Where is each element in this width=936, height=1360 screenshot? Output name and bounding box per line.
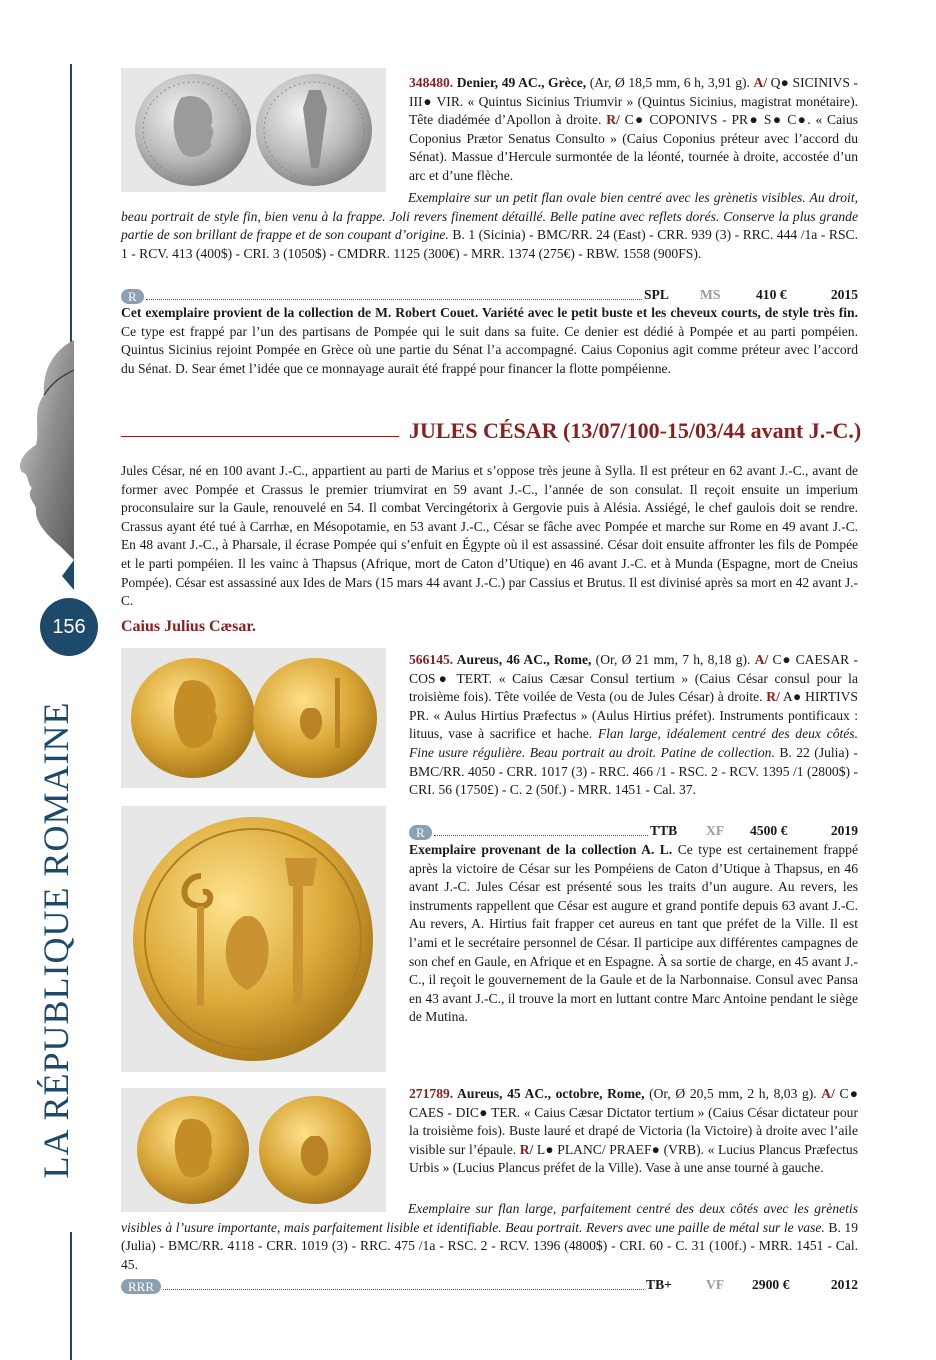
spine-line-top xyxy=(70,64,72,348)
lot2-grade: TTB xyxy=(650,823,678,838)
lot2-note-text: Ce type est certainement frappé après la victoire de César sur les Pompéiens de Caton d’Utique à Thapsus, en 46 avant J.-C. Jules César est présenté sous les traits d’un augure. Au revers, les instruments rappellent que César est augure et grand pontife depuis 63 avant J.-C. Au revers, A. Hirtius fait frapper cet aureus en tant que préfet de la Ville. Il est l’ami et le secrétaire personnel de César. Il participe aux différentes campagnes de son chef en Gaule, en Afrique et en Espagne. À sa sortie de charge, en 45 avant J.-C., il reçoit le gouvernement de la Gaule et de la Narbonnaise. Consul avec Pansa en 43 avant J.-C., il trouve la mort en luttant contre Marc Antoine pendant le siège de Mutina. xyxy=(409,842,858,1025)
lot1-grade: SPL xyxy=(644,287,669,302)
lot2-priceline xyxy=(409,822,858,840)
lot1-obverse-text: Q● SICINIVS - III● VIR. « Quintus Sicinius Triumvir » (Quintus Sicinius, magistrat monétaire). Tête diadémée d’Apollon à droite. xyxy=(409,75,858,128)
ruler-subheading: Caius Julius Cæsar. xyxy=(121,618,257,635)
lot1-title: Denier, 49 AC., Grèce, xyxy=(453,75,587,90)
lot3-condition: Exemplaire sur flan large, parfaitement centré des deux côtés avec les grènetis visibles à l’usure importante, mais parfaitement lisible et identifiable. Beau portrait. Revers avec une paille de métal sur le vase. xyxy=(121,1201,858,1235)
lot3-references: B. 19 (Julia) - BMC/RR. 4118 - CRR. 1019 (3) - RRC. 475 /1a - RSC. 2 - RCV. 1396 (4800$) - CRI. 60 - C. 31 (100f.) - MRR. 1451 - Cal. 45. xyxy=(121,1219,859,1272)
lot2-note-provenance: Exemplaire provenant de la collection A. L. xyxy=(409,842,673,857)
lot1-obverse-mark: A/ xyxy=(753,75,768,90)
lot2-grade-us: XF xyxy=(706,823,725,838)
page-number: 156 xyxy=(52,615,86,638)
lot2-reverse-mark: R/ xyxy=(766,689,780,705)
lot3-reverse-mark: R/ xyxy=(519,1141,534,1157)
lot2-obverse-mark: A/ xyxy=(754,652,769,667)
page-number-badge xyxy=(40,598,98,656)
lot1-year: 2015 xyxy=(830,287,858,302)
lot2-reverse-enlarged-image xyxy=(121,806,386,1072)
lot2-coin-image xyxy=(121,648,386,788)
lot1-description xyxy=(409,74,858,186)
lot3-id: 271789. xyxy=(409,1086,454,1101)
lot2-price: 4500 € xyxy=(750,823,788,838)
lot2-year: 2019 xyxy=(830,823,858,838)
lot3-coin-svg xyxy=(121,1088,386,1212)
lot1-note xyxy=(121,304,858,378)
lot1-price: 410 € xyxy=(756,287,787,302)
lot3-coin-image xyxy=(121,1088,386,1212)
heading-rule xyxy=(121,436,399,437)
lot1-id: 348480. xyxy=(409,75,454,90)
lot3-grade: TB+ xyxy=(646,1277,672,1292)
lot3-obverse-mark: A/ xyxy=(821,1086,835,1101)
lot1-rarity-badge: R xyxy=(121,289,144,304)
lot1-reverse-text: C● COPONIVS - PR● S● C●. « Caius Coponius Prætor Senatus Consulto » (Caius Coponius préteur avec l’accord du Sénat). Massue d’Hercule surmontée de la léonté, tournée à droite, accostée d’un arc et d’une flèche. xyxy=(409,112,858,183)
lot2-condition: Flan large, idéalement centré des deux côtés. Fine usure régulière. Beau portrait au droit. Patine de collection. xyxy=(409,726,858,760)
lot3-spec: (Or, Ø 20,5 mm, 2 h, 8,03 g). xyxy=(644,1086,822,1101)
lot2-references: B. 22 (Julia) - BMC/RR. 4050 - CRR. 1017 (3) - RRC. 466 /1 - RSC. 2 - RCV. 1395 /1 (2800$) - CRI. 56 (1750£) - C. 2 (50f.) - MRR. 1451 - Cal. 37. xyxy=(409,744,858,798)
spine-title xyxy=(34,660,78,1220)
lot2-reverse-text: A● HIRTIVS PR. « Aulus Hirtius Præfectus » (Aulus Hirtius préfet). Instruments pontificaux : lituus, vase à sacrifice et hache. xyxy=(409,689,858,742)
lot3-year: 2012 xyxy=(830,1277,858,1292)
lot3-leader-dots xyxy=(163,1289,644,1290)
lot1-condition: Exemplaire sur un petit flan ovale bien centré avec les grènetis visibles. Au droit, beau portrait de style fin, bien venu à la frappe. Joli revers finement détaillé. Belle patine avec reflets dorés. Conserve la plus grande partie de son brillant de frappe et de son coupant d’origine. xyxy=(121,190,858,243)
lot3-title: Aureus, 45 AC., octobre, Rome, xyxy=(453,1086,645,1101)
lot2-title: Aureus, 46 AC., Rome, xyxy=(453,652,592,667)
lot2-enlarged-svg xyxy=(121,806,386,1072)
lot3-grade-us: VF xyxy=(706,1277,725,1292)
lot1-coin-image xyxy=(121,68,386,192)
lot1-grade-us: MS xyxy=(700,287,721,302)
lot2-description xyxy=(409,651,858,800)
lot3-priceline xyxy=(121,1276,858,1294)
lot1-description-cont xyxy=(121,189,858,263)
lot3-description-cont xyxy=(121,1200,858,1274)
spine-line-bottom xyxy=(70,1232,72,1360)
lot1-leader-dots xyxy=(146,299,642,300)
lot1-reverse-mark: R/ xyxy=(606,112,620,128)
profile-medallion-image xyxy=(14,340,74,590)
lot2-rarity-badge: R xyxy=(409,825,432,840)
lot3-description xyxy=(409,1085,858,1178)
spine-title-text: LA RÉPUBLIQUE ROMAINE xyxy=(36,701,76,1179)
lot1-note-text: Ce type est frappé par l’un des partisans de Pompée qui le suit dans sa fuite. Ce denier est dédié à Pompée et au parti pompéien. Quintus Sicinius rejoint Pompée en Grèce où une partie du Sénat l’a accompagné. Caius Coponius agit comme préteur avec l’accord du Sénat. D. Sear émet l’idée que ce monnayage aurait été frappé pour financer la flotte pompéienne. xyxy=(121,323,858,376)
lot1-references: B. 1 (Sicinia) - BMC/RR. 24 (East) - CRR. 939 (3) - RRC. 444 /1a - RSC. 1 - RCV. 413 (400$) - CRI. 3 (1050$) - CMDRR. 1125 (300€) - MRR. 1374 (275€) - RBW. 1558 (900FS). xyxy=(121,227,858,261)
lot3-price: 2900 € xyxy=(752,1277,790,1292)
lot2-spec: (Or, Ø 21 mm, 7 h, 8,18 g). xyxy=(591,652,755,667)
lot2-id: 566145. xyxy=(409,652,454,667)
lot1-spec: (Ar, Ø 18,5 mm, 6 h, 3,91 g). xyxy=(586,75,754,90)
lot3-reverse-text: L● PLANC/ PRAEF● (VRB). « Lucius Plancus Præfectus Urbis » (Lucius Plancus préfet de la Ville). Vase à une anse tourné à gauche. xyxy=(409,1141,858,1176)
lot1-priceline xyxy=(121,286,858,304)
lot1-coin-svg xyxy=(121,68,386,192)
section-heading: JULES CÉSAR (13/07/100-15/03/44 avant J.-C.) xyxy=(409,418,862,443)
lot3-obverse-text: C● CAES - DIC● TER. « Caius Cæsar Dictator tertium » (Caius César dictateur pour la troisième fois). Buste lauré et drapé de Victoria (la Victoire) à droite avec l’aile visible sur l’épaule. xyxy=(409,1086,858,1157)
lot2-obverse-text: C● CAESAR - COS● TERT. « Caius Cæsar Consul tertium » (Caius César consul pour la troisième fois). Tête voilée de Vesta (ou de Jules César) à droite. xyxy=(409,652,858,705)
lot1-note-provenance: Cet exemplaire provient de la collection de M. Robert Couet. Variété avec le petit buste et les cheveux courts, de style très fin. xyxy=(121,305,858,320)
lot2-coin-svg xyxy=(121,648,386,788)
lot3-rarity-badge: RRR xyxy=(121,1279,161,1294)
lot2-note xyxy=(409,841,858,1027)
lot2-leader-dots xyxy=(434,835,648,836)
caesar-biography: Jules César, né en 100 avant J.-C., appartient au parti de Marius et s’oppose très jeune à Sylla. Il est préteur en 62 avant J.-C., avant de former avec Pompée et Crassus le premier triumvirat en 59 avant J.-C., l’année de son consulat. Il reçoit ensuite un imperium proconsulaire sur la Gaule, renouvelé en 54. Il combat Vercingétorix à Gergovie puis à Alésia. Assiégé, le chef gaulois doit se rendre. Crassus ayant été tué à Carrhæ, en Mésopotamie, en 53 avant J.-C., César se fâche avec Pompée et marche sur Rome en 49 avant J.-C. En 48 avant J.-C., à Pharsale, il écrase Pompée qui s’enfuit en Égypte où il est assassiné. César doit ensuite affronter les fils de Pompée et le parti pompéien. Il les vainc à Thapsus (Afrique, mort de Caton d’Utique) en 46 avant J.-C. et à Munda (Espagne, mort de Cneius Pompée). César est assassiné aux Ides de Mars (15 mars 44 avant J.-C.) par Cassius et Brutus. Il est divinisé après sa mort en 42 avant J.-C. xyxy=(121,463,858,609)
